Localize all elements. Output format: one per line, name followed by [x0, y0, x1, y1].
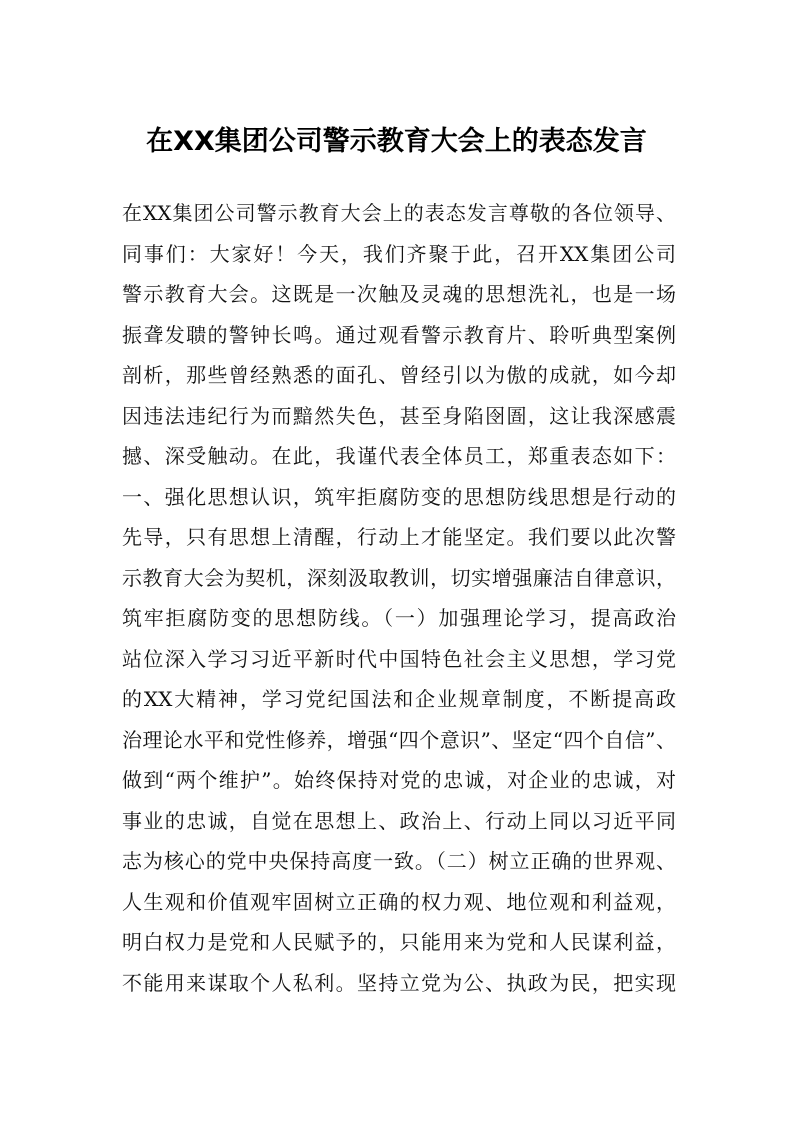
- body-line: 明白权力是党和人民赋予的，只能用来为党和人民谋利益，: [122, 930, 676, 954]
- body-line: 志为核心的党中央保持高度一致。（二）树立正确的世界观、: [122, 849, 676, 873]
- body-line: 站位深入学习习近平新时代中国特色社会主义思想，学习党: [122, 646, 676, 671]
- body-line: 剖析，那些曾经熟悉的面孔、曾经引以为傲的成就，如今却: [122, 363, 676, 387]
- body-line: 做到“两个维护”。始终保持对党的忠诚，对企业的忠诚，对: [122, 768, 676, 792]
- body-line: 先导，只有思想上清醒，行动上才能坚定。我们要以此次警: [122, 525, 676, 549]
- body-line: 因违法违纪行为而黯然失色，甚至身陷囹圄，这让我深感震: [122, 403, 676, 428]
- body-line: 同事们：大家好！今天，我们齐聚于此，召开XX集团公司: [122, 241, 676, 266]
- body-line: 的XX大精神，学习党纪国法和企业规章制度，不断提高政: [122, 687, 676, 711]
- body-line: 振聋发聩的警钟长鸣。通过观看警示教育片、聆听典型案例: [122, 322, 676, 347]
- document-title: 在XX集团公司警示教育大会上的表态发言: [146, 126, 647, 157]
- body-line: 人生观和价值观牢固树立正确的权力观、地位观和利益观，: [122, 889, 676, 914]
- body-line: 在XX集团公司警示教育大会上的表态发言尊敬的各位领导、: [122, 201, 676, 225]
- body-line: 不能用来谋取个人私利。坚持立党为公、执政为民，把实现: [122, 970, 676, 995]
- body-line: 筑牢拒腐防变的思想防线。（一）加强理论学习，提高政治: [122, 606, 676, 630]
- body-line: 撼、深受触动。在此，我谨代表全体员工，郑重表态如下：: [122, 444, 676, 468]
- body-line: 事业的忠诚，自觉在思想上、政治上、行动上同以习近平同: [122, 808, 676, 833]
- document-body: [122, 193, 676, 1003]
- body-line: 一、强化思想认识，筑牢拒腐防变的思想防线思想是行动的: [122, 484, 676, 509]
- body-line: 警示教育大会。这既是一次触及灵魂的思想洗礼，也是一场: [122, 282, 676, 306]
- body-line: 示教育大会为契机，深刻汲取教训，切实增强廉洁自律意识，: [122, 565, 676, 590]
- body-line: 治理论水平和党性修养，增强“四个意识”、坚定“四个自信”、: [122, 727, 676, 752]
